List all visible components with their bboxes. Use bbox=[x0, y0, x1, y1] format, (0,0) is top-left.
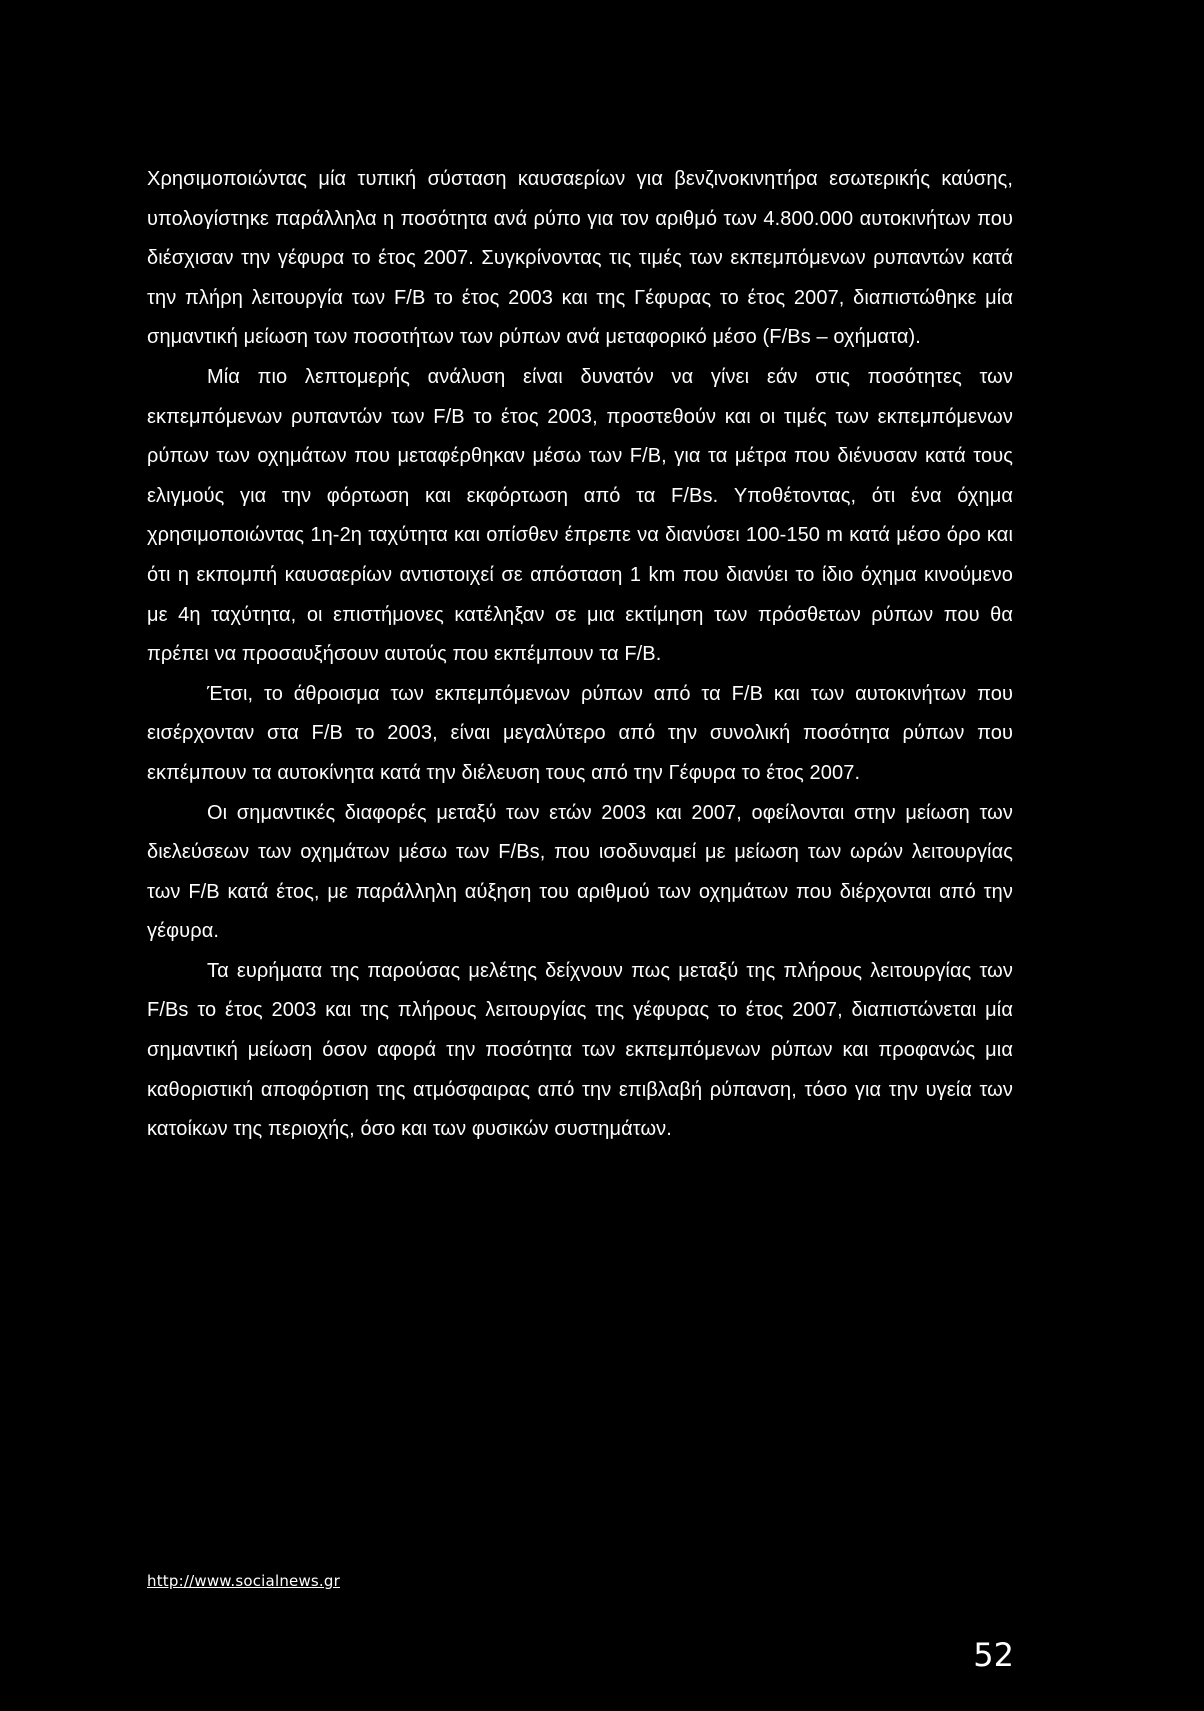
paragraph-4: Οι σημαντικές διαφορές μεταξύ των ετών 2003 και 2007, οφείλονται στην μείωση των διελεύσεων των οχημάτων μέσω των F/Bs, που ισοδυναμεί με μείωση των ωρών λειτουργίας των F/B κατά έτος, με παράλληλη αύξηση του αριθμού των οχημάτων που διέρχονται από την γέφυρα. bbox=[147, 801, 1013, 943]
paragraph-2: Μία πιο λεπτομερής ανάλυση είναι δυνατόν να γίνει εάν στις ποσότητες των εκπεμπόμενων ρυπαντών των F/B το έτος 2003, προστεθούν και οι τιμές των εκπεμπόμενων ρύπων των οχημάτων που μεταφέρθηκαν μέσω των F/B, για τα μέτρα που διένυσαν κατά τους ελιγμούς για την φόρτωση και εκφόρτωση από τα F/Bs. Υποθέτοντας, ότι ένα όχημα χρησιμοποιώντας 1η-2η ταχύτητα και οπίσθεν έπρεπε να διανύσει 100-150 m κατά μέσο όρο και ότι η εκπομπή καυσαερίων αντιστοιχεί σε απόσταση 1 km που διανύει το ίδιο όχημα κινούμενο με 4η ταχύτητα, οι επιστήμονες κατέληξαν σε μια εκτίμηση των πρόσθετων ρύπων που θα πρέπει να προσαυξήσουν αυτούς που εκπέμπουν τα F/B. bbox=[147, 365, 1013, 666]
footer-link[interactable]: http://www.socialnews.gr bbox=[147, 1572, 340, 1590]
paragraph-3: Έτσι, το άθροισμα των εκπεμπόμενων ρύπων από τα F/B και των αυτοκινήτων που εισέρχονταν στα F/B το 2003, είναι μεγαλύτερο από την συνολική ποσότητα ρύπων που εκπέμπουν τα αυτοκίνητα κατά την διέλευση τους από την Γέφυρα το έτος 2007. bbox=[147, 682, 1013, 784]
paragraph-5: Τα ευρήματα της παρούσας μελέτης δείχνουν πως μεταξύ της πλήρους λειτουργίας των F/Bs το έτος 2003 και της πλήρους λειτουργίας της γέφυρας το έτος 2007, διαπιστώνεται μία σημαντική μείωση όσον αφορά την ποσότητα των εκπεμπόμενων ρύπων και προφανώς μια καθοριστική αποφόρτιση της ατμόσφαιρας από την επιβλαβή ρύπανση, τόσο για την υγεία των κατοίκων της περιοχής, όσο και των φυσικών συστημάτων. bbox=[147, 959, 1013, 1141]
page-number: 52 bbox=[973, 1636, 1014, 1674]
body-text bbox=[147, 160, 1013, 1150]
paragraph-1: Χρησιμοποιώντας μία τυπική σύσταση καυσαερίων για βενζινοκινητήρα εσωτερικής καύσης, υπολογίστηκε παράλληλα η ποσότητα ανά ρύπο για τον αριθμό των 4.800.000 αυτοκινήτων που διέσχισαν την γέφυρα το έτος 2007. Συγκρίνοντας τις τιμές των εκπεμπόμενων ρυπαντών κατά την πλήρη λειτουργία των F/B το έτος 2003 και της Γέφυρας το έτος 2007, διαπιστώθηκε μία σημαντική μείωση των ποσοτήτων των ρύπων ανά μεταφορικό μέσο (F/Bs – οχήματα). bbox=[147, 168, 1013, 349]
